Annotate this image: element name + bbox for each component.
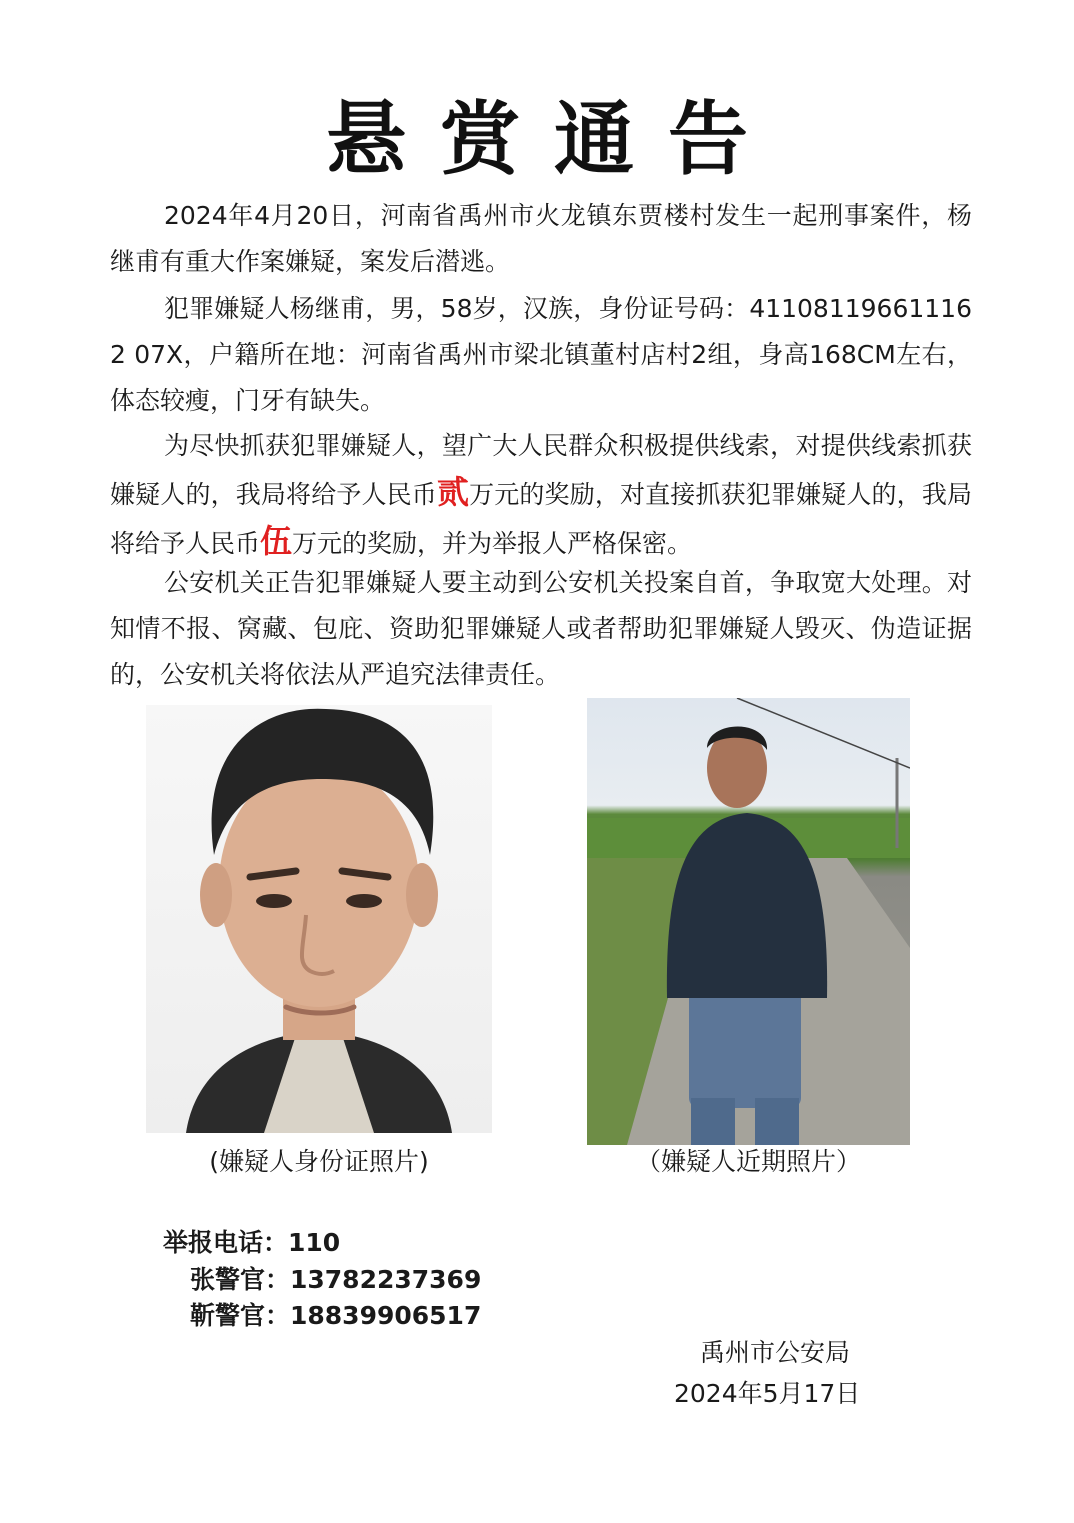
reward-text-2: 万元的奖励，对直接抓获犯罪嫌疑人的，我局将给予人民币	[110, 480, 972, 558]
recent-photo-scene	[587, 698, 910, 1145]
legal-warning-paragraph: 公安机关正告犯罪嫌疑人要主动到公安机关投案自首，争取宽大处理。对知情不报、窝藏、包庇、资助犯罪嫌疑人或者帮助犯罪嫌疑人毁灭、伪造证据的，公安机关将依法从严追究法律责任。	[110, 568, 972, 689]
id-photo-caption: (嫌疑人身份证照片)	[209, 1147, 429, 1176]
suspect-recent-photo	[587, 698, 910, 1145]
reward-paragraph	[110, 423, 972, 567]
reward-text-1: 为尽快抓获犯罪嫌疑人，望广大人民群众积极提供线索，对提供线索抓获嫌疑人的，我局将给予人民币	[110, 431, 972, 509]
officer-jin-contact: 靳警官：18839906517	[190, 1301, 482, 1330]
case-summary-paragraph: 2024年4月20日，河南省禹州市火龙镇东贾楼村发生一起刑事案件，杨继甫有重大作案嫌疑，案发后潜逃。	[110, 201, 972, 276]
id-photo-portrait	[146, 705, 492, 1133]
hotline-label: 举报电话：110	[163, 1228, 341, 1257]
issuing-organization: 禹州市公安局	[700, 1338, 851, 1367]
reward-amount-small: 贰	[436, 473, 470, 511]
reward-text-3: 万元的奖励，并为举报人严格保密。	[292, 529, 693, 558]
issue-date: 2024年5月17日	[674, 1379, 861, 1408]
notice-title: 悬赏通告	[326, 93, 782, 186]
suspect-details-paragraph: 犯罪嫌疑人杨继甫，男，58岁，汉族，身份证号码：411081196611162 07X，户籍所在地：河南省禹州市梁北镇董村店村2组，身高168CM左右，体态较瘦，门牙有缺失。	[110, 294, 972, 415]
officer-zhang-contact: 张警官：13782237369	[190, 1265, 482, 1294]
recent-photo-caption: （嫌疑人近期照片）	[635, 1147, 861, 1176]
reward-amount-large: 伍	[260, 522, 293, 560]
suspect-id-photo	[146, 705, 492, 1133]
